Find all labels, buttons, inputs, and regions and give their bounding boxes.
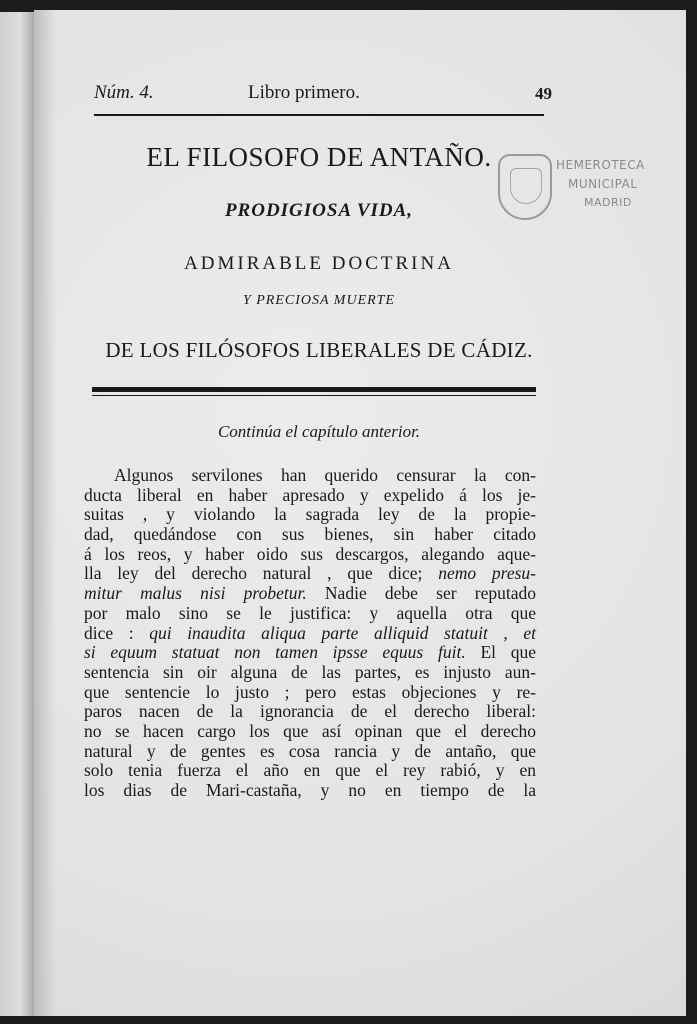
subtitle-admirable-doctrina: ADMIRABLE DOCTRINA xyxy=(184,253,454,274)
issue-number: Núm. 4. xyxy=(94,82,154,103)
subtitle-preciosa-muerte: Y PRECIOSA MUERTE xyxy=(242,293,396,308)
text-line xyxy=(84,466,536,486)
text-run: suitas , y violando la sagrada ley de la propie- xyxy=(84,504,536,525)
book-label: Libro primero. xyxy=(248,82,360,103)
text-run: ducta liberal en haber apresado y expelido á los je- xyxy=(84,484,536,505)
text-run: los dias de Mari-castaña, y no en tiempo de la xyxy=(84,780,536,800)
text-line xyxy=(84,505,536,525)
text-line xyxy=(84,624,536,644)
text-line xyxy=(84,663,536,683)
text-run: Nadie debe ser reputado xyxy=(324,583,537,604)
text-run: no se hacen cargo los que así opinan que el derecho xyxy=(84,720,536,741)
header-rule xyxy=(94,114,544,116)
text-run: que sentencie lo justo ; pero estas objeciones y re- xyxy=(84,681,536,702)
section-rule-thin xyxy=(92,395,536,396)
section-heading: Continúa el capítulo anterior. xyxy=(217,422,421,441)
text-line xyxy=(84,702,536,722)
stamp-line-1: HEMEROTECA xyxy=(556,158,645,172)
body-paragraph xyxy=(84,466,536,801)
text-run: El que xyxy=(480,642,537,663)
text-line xyxy=(84,761,536,781)
text-line xyxy=(84,683,536,703)
coat-of-arms-seal-icon xyxy=(498,154,552,220)
text-run: paros nacen de la ignorancia de el derecho liberal: xyxy=(84,701,536,722)
text-line xyxy=(84,781,536,801)
stamp-line-2: MUNICIPAL xyxy=(568,177,638,191)
latin-quote: si equum statuat non tamen ipsse equus fuit. xyxy=(84,642,466,663)
text-line xyxy=(84,742,536,762)
section-rule-thick xyxy=(92,387,536,392)
text-run: Algunos servilones han querido censurar la con- xyxy=(114,465,536,485)
text-line xyxy=(84,486,536,506)
text-line xyxy=(84,584,536,604)
text-run: sentencia sin oir alguna de las partes, es injusto aun- xyxy=(84,661,536,682)
text-line xyxy=(84,545,536,565)
text-run: dice : xyxy=(84,622,134,643)
text-line xyxy=(84,525,536,545)
subtitle-filosofos-liberales: DE LOS FILÓSOFOS LIBERALES DE CÁDIZ. xyxy=(105,338,533,362)
document-page xyxy=(34,10,686,1016)
latin-quote: qui inaudita aliqua parte alliquid statuit , et xyxy=(149,622,537,643)
library-stamp xyxy=(496,142,662,222)
text-line xyxy=(84,722,536,742)
text-run: solo tenia fuerza el año en que el rey rabió, y en xyxy=(84,760,536,781)
text-line xyxy=(84,604,536,624)
text-run: lla ley del derecho natural , que dice; xyxy=(84,563,423,584)
latin-quote: mitur malus nisi probetur. xyxy=(84,583,307,604)
text-run: por malo sino se le justifica: y aquella otra que xyxy=(84,602,536,623)
page-number: 49 xyxy=(535,84,552,103)
text-line xyxy=(84,564,536,584)
subtitle-prodigiosa-vida: PRODIGIOSA VIDA, xyxy=(224,200,414,221)
running-header xyxy=(94,82,552,108)
previous-page-edge xyxy=(0,12,34,1016)
text-run: natural y de gentes es cosa rancia y de antaño, que xyxy=(84,740,536,761)
stamp-line-3: MADRID xyxy=(584,196,632,209)
text-run: dad, quedándose con sus bienes, sin haber citado xyxy=(84,524,536,545)
page-title: EL FILOSOFO DE ANTAÑO. xyxy=(146,142,492,172)
text-line xyxy=(84,643,536,663)
latin-quote: nemo presu- xyxy=(438,563,536,584)
gutter-shadow xyxy=(34,10,56,1016)
text-run: á los reos, y haber oido sus descargos, alegando aque- xyxy=(84,543,536,564)
